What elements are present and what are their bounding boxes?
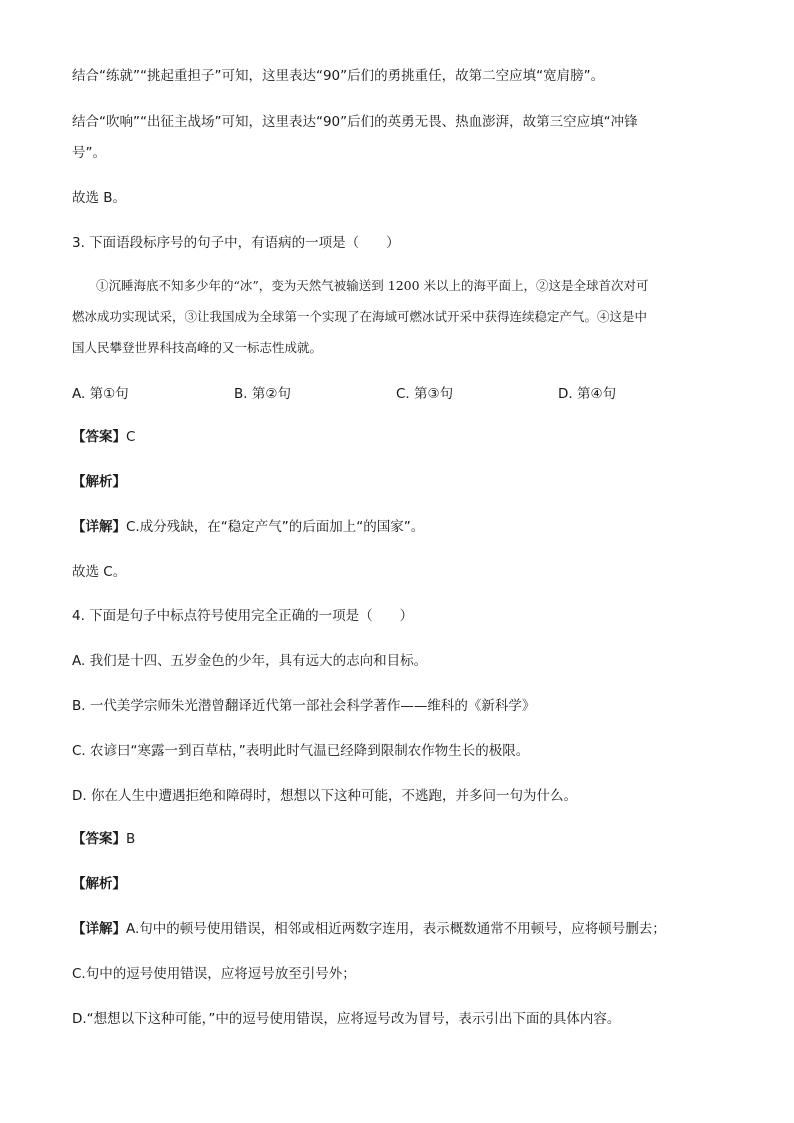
detail-tag: 【详解】 [72, 921, 126, 937]
paragraph-second-blank: 结合“练就”“挑起重担子”可知，这里表达“90”后们的勇挑重任，故第二空应填“宽肩膀”。 [72, 68, 605, 84]
question-4-stem: 4. 下面是句子中标点符号使用完全正确的一项是（ ） [72, 608, 414, 624]
q4-analysis-tag: 【解析】 [72, 876, 126, 892]
detail-text: C.成分残缺，在“稳定产气”的后面加上“的国家”。 [126, 519, 425, 535]
choice-statement: 故选 B。 [72, 190, 127, 206]
q4-option-d: D. 你在人生中遭遇拒绝和障碍时，想想以下这种可能，不逃跑，并多问一句为什么。 [72, 788, 577, 804]
answer-value: C [126, 429, 136, 445]
question-3-stem: 3. 下面语段标序号的句子中，有语病的一项是（ ） [72, 235, 400, 251]
detail-tag: 【详解】 [72, 519, 126, 535]
q4-answer [72, 829, 135, 849]
answer-value: B [126, 831, 136, 847]
paragraph-third-blank-line1: 结合“吹响”“出征主战场”可知，这里表达“90”后们的英勇无畏、热血澎湃，故第三空应填“冲锋 [72, 114, 638, 130]
paragraph-third-blank-line2: 号”。 [72, 145, 106, 161]
q3-option-b: B. 第②句 [234, 386, 291, 402]
q3-option-d: D. 第④句 [558, 386, 617, 402]
q3-option-a: A. 第①句 [72, 386, 129, 402]
answer-tag: 【答案】 [72, 831, 126, 847]
q4-option-b: B. 一代美学宗师朱光潜曾翻译近代第一部社会科学著作——维科的《新科学》 [72, 698, 536, 714]
excerpt-line-3: 国人民攀登世界科技高峰的又一标志性成就。 [72, 340, 323, 355]
q3-analysis-tag: 【解析】 [72, 474, 126, 490]
q3-answer [72, 427, 135, 447]
q4-option-c: C. 农谚曰“寒露一到百草枯，”表明此时气温已经降到限制农作物生长的极限。 [72, 743, 530, 759]
question-3-excerpt [72, 270, 746, 363]
q3-choice-statement: 故选 C。 [72, 564, 127, 580]
excerpt-line-2: 燃冰成功实现试采，③让我国成为全球第一个实现了在海域可燃冰试开采中获得连续稳定产气。④这是中 [72, 309, 648, 324]
q3-option-c: C. 第③句 [396, 386, 454, 402]
excerpt-line-1: ①沉睡海底不知多少年的“冰”，变为天然气被输送到 1200 米以上的海平面上，②这是全球首次对可 [96, 278, 649, 293]
q4-detail-c: C.句中的逗号使用错误，应将逗号放至引号外； [72, 966, 356, 982]
answer-tag: 【答案】 [72, 429, 126, 445]
q3-detail [72, 517, 424, 537]
detail-text: A.句中的顿号使用错误，相邻或相近两数字连用，表示概数通常不用顿号，应将顿号删去； [126, 921, 666, 937]
q4-detail-d: D.“想想以下这种可能，”中的逗号使用错误，应将逗号改为冒号，表示引出下面的具体内容。 [72, 1011, 621, 1027]
q4-option-a: A. 我们是十四、五岁金色的少年，具有远大的志向和目标。 [72, 653, 428, 669]
q4-detail-a [72, 919, 666, 939]
